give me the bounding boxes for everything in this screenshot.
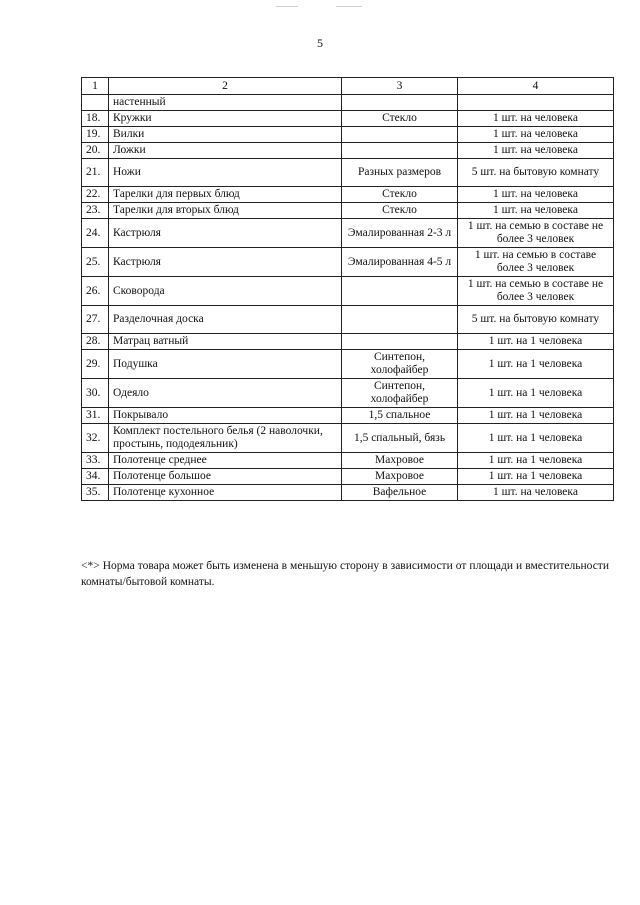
item-name: Матрац ватный <box>109 334 342 350</box>
item-name: Комплект постельного белья (2 наволочки, простынь, пододеяльник) <box>109 424 342 453</box>
item-name: Одеяло <box>109 379 342 408</box>
table-header-row <box>82 78 614 95</box>
table-row <box>82 111 614 127</box>
row-number: 24. <box>82 219 109 248</box>
item-norm: 1 шт. на 1 человека <box>458 408 614 424</box>
item-material: Синтепон, холофайбер <box>342 350 458 379</box>
row-number: 35. <box>82 485 109 501</box>
item-material <box>342 127 458 143</box>
item-material: 1,5 спальное <box>342 408 458 424</box>
column-header: 4 <box>458 78 614 95</box>
item-norm: 1 шт. на человека <box>458 187 614 203</box>
table-row <box>82 143 614 159</box>
item-name: Полотенце среднее <box>109 453 342 469</box>
item-norm: 1 шт. на семью в составе более 3 человек <box>458 248 614 277</box>
item-material: Стекло <box>342 203 458 219</box>
item-norm: 1 шт. на человека <box>458 143 614 159</box>
row-number: 25. <box>82 248 109 277</box>
item-norm: 1 шт. на человека <box>458 203 614 219</box>
item-name: Полотенце большое <box>109 469 342 485</box>
table-row <box>82 248 614 277</box>
column-header: 3 <box>342 78 458 95</box>
item-name: Вилки <box>109 127 342 143</box>
table-row <box>82 159 614 187</box>
table-row <box>82 203 614 219</box>
row-number: 23. <box>82 203 109 219</box>
item-norm: 5 шт. на бытовую комнату <box>458 306 614 334</box>
item-name: Разделочная доска <box>109 306 342 334</box>
item-material: Синтепон, холофайбер <box>342 379 458 408</box>
row-number: 31. <box>82 408 109 424</box>
goods-table <box>81 77 614 501</box>
table-row <box>82 277 614 306</box>
item-norm: 1 шт. на человека <box>458 111 614 127</box>
table-row <box>82 453 614 469</box>
row-number: 33. <box>82 453 109 469</box>
column-header: 2 <box>109 78 342 95</box>
item-name: Подушка <box>109 350 342 379</box>
table-row <box>82 379 614 408</box>
page-number: 5 <box>317 36 323 50</box>
row-number: 29. <box>82 350 109 379</box>
item-name: Полотенце кухонное <box>109 485 342 501</box>
item-name: Покрывало <box>109 408 342 424</box>
table-row <box>82 306 614 334</box>
item-name: Кружки <box>109 111 342 127</box>
item-material: Разных размеров <box>342 159 458 187</box>
item-name: настенный <box>109 95 342 111</box>
row-number: 32. <box>82 424 109 453</box>
item-norm <box>458 95 614 111</box>
item-name: Сковорода <box>109 277 342 306</box>
item-material: Вафельное <box>342 485 458 501</box>
item-name: Ножи <box>109 159 342 187</box>
item-norm: 1 шт. на семью в составе не более 3 человек <box>458 219 614 248</box>
item-name: Тарелки для вторых блюд <box>109 203 342 219</box>
table-row <box>82 219 614 248</box>
row-number: 30. <box>82 379 109 408</box>
item-name: Ложки <box>109 143 342 159</box>
item-material <box>342 334 458 350</box>
row-number <box>82 95 109 111</box>
table-row <box>82 334 614 350</box>
item-norm: 1 шт. на 1 человека <box>458 334 614 350</box>
item-material: Эмалированная 4-5 л <box>342 248 458 277</box>
row-number: 34. <box>82 469 109 485</box>
row-number: 27. <box>82 306 109 334</box>
table-body <box>82 95 614 501</box>
scan-mark <box>336 6 362 7</box>
item-norm: 1 шт. на 1 человека <box>458 469 614 485</box>
item-norm: 1 шт. на семью в составе не более 3 человек <box>458 277 614 306</box>
table-row <box>82 95 614 111</box>
table-row <box>82 424 614 453</box>
item-material: 1,5 спальный, бязь <box>342 424 458 453</box>
item-material: Махровое <box>342 469 458 485</box>
column-header: 1 <box>82 78 109 95</box>
table-row <box>82 469 614 485</box>
item-norm: 5 шт. на бытовую комнату <box>458 159 614 187</box>
row-number: 20. <box>82 143 109 159</box>
item-norm: 1 шт. на 1 человека <box>458 424 614 453</box>
item-name: Тарелки для первых блюд <box>109 187 342 203</box>
item-name: Кастрюля <box>109 219 342 248</box>
table-row <box>82 350 614 379</box>
item-norm: 1 шт. на человека <box>458 485 614 501</box>
item-material <box>342 143 458 159</box>
item-norm: 1 шт. на человека <box>458 127 614 143</box>
row-number: 28. <box>82 334 109 350</box>
row-number: 18. <box>82 111 109 127</box>
item-norm: 1 шт. на 1 человека <box>458 350 614 379</box>
table-row <box>82 485 614 501</box>
item-material: Махровое <box>342 453 458 469</box>
table-row <box>82 408 614 424</box>
item-material <box>342 277 458 306</box>
footnote: <*> Норма товара может быть изменена в меньшую сторону в зависимости от площади и вместительности комнаты/бытовой комнаты. <box>81 560 609 588</box>
item-norm: 1 шт. на 1 человека <box>458 453 614 469</box>
row-number: 22. <box>82 187 109 203</box>
item-material <box>342 306 458 334</box>
item-norm: 1 шт. на 1 человека <box>458 379 614 408</box>
row-number: 19. <box>82 127 109 143</box>
item-material <box>342 95 458 111</box>
row-number: 26. <box>82 277 109 306</box>
table-row <box>82 127 614 143</box>
item-material: Стекло <box>342 187 458 203</box>
table-row <box>82 187 614 203</box>
scan-mark <box>276 6 298 7</box>
item-material: Эмалированная 2-3 л <box>342 219 458 248</box>
row-number: 21. <box>82 159 109 187</box>
item-name: Кастрюля <box>109 248 342 277</box>
item-material: Стекло <box>342 111 458 127</box>
